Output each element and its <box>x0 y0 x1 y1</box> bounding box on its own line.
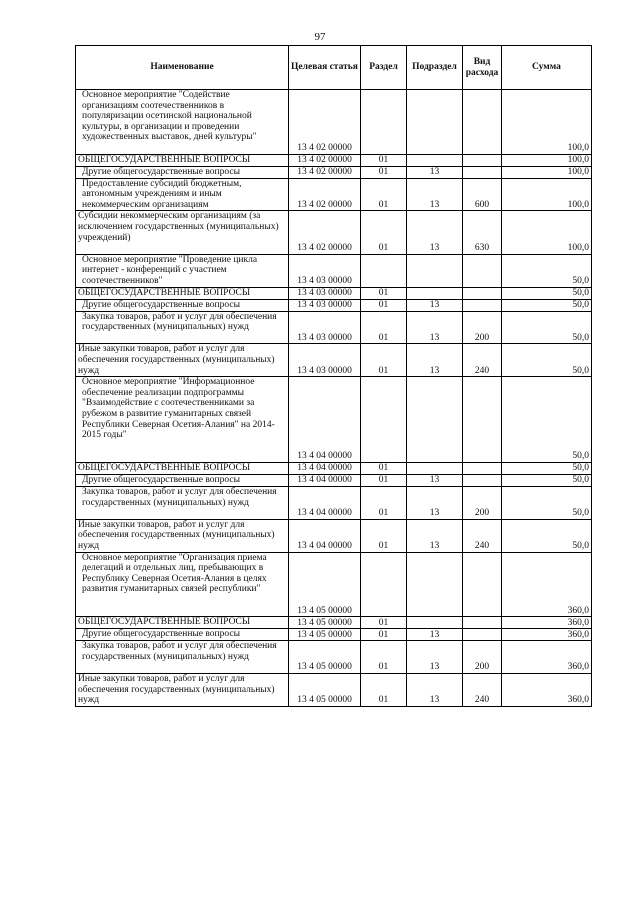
row-section: 01 <box>361 629 407 641</box>
row-sum: 360,0 <box>502 673 592 706</box>
row-target-article: 13 4 05 00000 <box>289 673 361 706</box>
row-subsection: 13 <box>407 486 463 519</box>
row-name: ОБЩЕГОСУДАРСТВЕННЫЕ ВОПРОСЫ <box>76 287 289 299</box>
row-expense-type <box>463 90 502 155</box>
row-section: 01 <box>361 617 407 629</box>
row-expense-type <box>463 474 502 486</box>
row-sum: 50,0 <box>502 311 592 344</box>
row-subsection: 13 <box>407 166 463 178</box>
row-sum: 50,0 <box>502 486 592 519</box>
row-target-article: 13 4 02 00000 <box>289 90 361 155</box>
row-section: 01 <box>361 641 407 674</box>
row-sum: 50,0 <box>502 287 592 299</box>
row-subsection: 13 <box>407 299 463 311</box>
table-row <box>76 641 592 674</box>
row-name: ОБЩЕГОСУДАРСТВЕННЫЕ ВОПРОСЫ <box>76 154 289 166</box>
row-target-article: 13 4 03 00000 <box>289 311 361 344</box>
row-sum: 100,0 <box>502 154 592 166</box>
row-subsection: 13 <box>407 178 463 211</box>
row-name: ОБЩЕГОСУДАРСТВЕННЫЕ ВОПРОСЫ <box>76 462 289 474</box>
row-subsection <box>407 154 463 166</box>
header-sum: Сумма <box>502 46 592 90</box>
table-row <box>76 617 592 629</box>
row-subsection <box>407 462 463 474</box>
row-subsection <box>407 287 463 299</box>
row-subsection: 13 <box>407 629 463 641</box>
table-row <box>76 299 592 311</box>
row-expense-type: 200 <box>463 486 502 519</box>
row-expense-type <box>463 377 502 463</box>
row-sum: 50,0 <box>502 254 592 287</box>
row-name: ОБЩЕГОСУДАРСТВЕННЫЕ ВОПРОСЫ <box>76 617 289 629</box>
row-target-article: 13 4 04 00000 <box>289 462 361 474</box>
row-name: Другие общегосударственные вопросы <box>76 629 289 641</box>
row-subsection: 13 <box>407 344 463 377</box>
row-sum: 100,0 <box>502 178 592 211</box>
row-section: 01 <box>361 519 407 552</box>
row-target-article: 13 4 05 00000 <box>289 641 361 674</box>
row-section: 01 <box>361 154 407 166</box>
row-sum: 360,0 <box>502 629 592 641</box>
row-subsection: 13 <box>407 673 463 706</box>
table-row <box>76 519 592 552</box>
row-expense-type <box>463 299 502 311</box>
row-expense-type <box>463 629 502 641</box>
row-target-article: 13 4 03 00000 <box>289 287 361 299</box>
table-row <box>76 486 592 519</box>
row-target-article: 13 4 04 00000 <box>289 519 361 552</box>
row-expense-type: 630 <box>463 211 502 254</box>
row-section: 01 <box>361 299 407 311</box>
row-target-article: 13 4 03 00000 <box>289 344 361 377</box>
table-header-row <box>76 46 592 90</box>
row-subsection <box>407 254 463 287</box>
row-section: 01 <box>361 178 407 211</box>
row-target-article: 13 4 03 00000 <box>289 254 361 287</box>
row-name: Другие общегосударственные вопросы <box>76 299 289 311</box>
row-subsection <box>407 90 463 155</box>
row-sum: 100,0 <box>502 211 592 254</box>
table-row <box>76 629 592 641</box>
row-sum: 50,0 <box>502 377 592 463</box>
row-section: 01 <box>361 311 407 344</box>
row-name: Основное мероприятие "Содействие организациям соотечественников в популяризации осетинской национальной культуры, в организации и проведении художественных выставок, дней культуры" <box>76 90 289 155</box>
row-sum: 100,0 <box>502 90 592 155</box>
row-target-article: 13 4 05 00000 <box>289 552 361 617</box>
row-subsection: 13 <box>407 474 463 486</box>
table-row <box>76 166 592 178</box>
row-name: Закупка товаров, работ и услуг для обеспечения государственных (муниципальных) нужд <box>76 641 289 674</box>
row-name: Основное мероприятие "Проведение цикла интернет - конференций с участием соотечественников" <box>76 254 289 287</box>
row-expense-type <box>463 166 502 178</box>
row-expense-type: 240 <box>463 519 502 552</box>
row-section <box>361 377 407 463</box>
row-name: Иные закупки товаров, работ и услуг для обеспечения государственных (муниципальных) нужд <box>76 344 289 377</box>
header-name: Наименование <box>76 46 289 90</box>
table-row <box>76 287 592 299</box>
row-section: 01 <box>361 344 407 377</box>
table-row <box>76 211 592 254</box>
row-expense-type: 200 <box>463 641 502 674</box>
row-sum: 100,0 <box>502 166 592 178</box>
row-sum: 360,0 <box>502 617 592 629</box>
table-row <box>76 178 592 211</box>
row-expense-type: 600 <box>463 178 502 211</box>
row-target-article: 13 4 04 00000 <box>289 377 361 463</box>
row-section: 01 <box>361 474 407 486</box>
table-body <box>76 90 592 707</box>
header-subsection: Подраздел <box>407 46 463 90</box>
row-section <box>361 552 407 617</box>
table-row <box>76 377 592 463</box>
row-sum: 50,0 <box>502 519 592 552</box>
row-target-article: 13 4 02 00000 <box>289 154 361 166</box>
row-name: Иные закупки товаров, работ и услуг для обеспечения государственных (муниципальных) нужд <box>76 519 289 552</box>
row-sum: 50,0 <box>502 462 592 474</box>
row-sum: 50,0 <box>502 474 592 486</box>
row-expense-type <box>463 287 502 299</box>
row-name: Субсидии некоммерческим организациям (за исключением государственных (муниципальных) учреждений) <box>76 211 289 254</box>
budget-table <box>75 45 592 707</box>
table-row <box>76 311 592 344</box>
row-expense-type: 200 <box>463 311 502 344</box>
row-section: 01 <box>361 462 407 474</box>
row-section: 01 <box>361 287 407 299</box>
row-target-article: 13 4 04 00000 <box>289 486 361 519</box>
row-expense-type <box>463 617 502 629</box>
row-target-article: 13 4 04 00000 <box>289 474 361 486</box>
row-name: Основное мероприятие "Организация приема делегаций и отдельных лиц, пребывающих в Республику Северная Осетия-Алания в целях развития гуманитарных связей республики" <box>76 552 289 617</box>
row-subsection: 13 <box>407 641 463 674</box>
row-subsection: 13 <box>407 211 463 254</box>
row-section: 01 <box>361 486 407 519</box>
table-row <box>76 254 592 287</box>
row-name: Закупка товаров, работ и услуг для обеспечения государственных (муниципальных) нужд <box>76 486 289 519</box>
table-row <box>76 154 592 166</box>
row-subsection <box>407 617 463 629</box>
page-number: 97 <box>314 31 326 43</box>
table-row <box>76 344 592 377</box>
row-sum: 360,0 <box>502 552 592 617</box>
row-name: Другие общегосударственные вопросы <box>76 166 289 178</box>
row-section <box>361 90 407 155</box>
row-subsection <box>407 377 463 463</box>
row-target-article: 13 4 02 00000 <box>289 178 361 211</box>
table-row <box>76 90 592 155</box>
row-name: Закупка товаров, работ и услуг для обеспечения государственных (муниципальных) нужд <box>76 311 289 344</box>
row-subsection <box>407 552 463 617</box>
row-target-article: 13 4 05 00000 <box>289 629 361 641</box>
table-row <box>76 474 592 486</box>
row-expense-type <box>463 552 502 617</box>
row-subsection: 13 <box>407 519 463 552</box>
row-section <box>361 254 407 287</box>
row-target-article: 13 4 05 00000 <box>289 617 361 629</box>
header-type: Вид расхода <box>463 46 502 90</box>
row-target-article: 13 4 02 00000 <box>289 211 361 254</box>
row-sum: 50,0 <box>502 299 592 311</box>
row-sum: 360,0 <box>502 641 592 674</box>
table-row <box>76 462 592 474</box>
table-row <box>76 673 592 706</box>
row-expense-type <box>463 154 502 166</box>
table-row <box>76 552 592 617</box>
row-expense-type: 240 <box>463 673 502 706</box>
row-expense-type: 240 <box>463 344 502 377</box>
header-code: Целевая статья <box>289 46 361 90</box>
row-target-article: 13 4 03 00000 <box>289 299 361 311</box>
row-subsection: 13 <box>407 311 463 344</box>
row-section: 01 <box>361 166 407 178</box>
row-section: 01 <box>361 211 407 254</box>
row-target-article: 13 4 02 00000 <box>289 166 361 178</box>
row-name: Предоставление субсидий бюджетным, автономным учреждениям и иным некоммерческим организациям <box>76 178 289 211</box>
row-name: Другие общегосударственные вопросы <box>76 474 289 486</box>
row-name: Основное мероприятие "Информационное обеспечение реализации подпрограммы "Взаимодействие с соотечественниками за рубежом в развитие гуманитарных связей Республики Северная Осетия-Алания" на 2014-2015 годы" <box>76 377 289 463</box>
row-name: Иные закупки товаров, работ и услуг для обеспечения государственных (муниципальных) нужд <box>76 673 289 706</box>
row-expense-type <box>463 462 502 474</box>
header-section: Раздел <box>361 46 407 90</box>
row-sum: 50,0 <box>502 344 592 377</box>
row-expense-type <box>463 254 502 287</box>
row-section: 01 <box>361 673 407 706</box>
